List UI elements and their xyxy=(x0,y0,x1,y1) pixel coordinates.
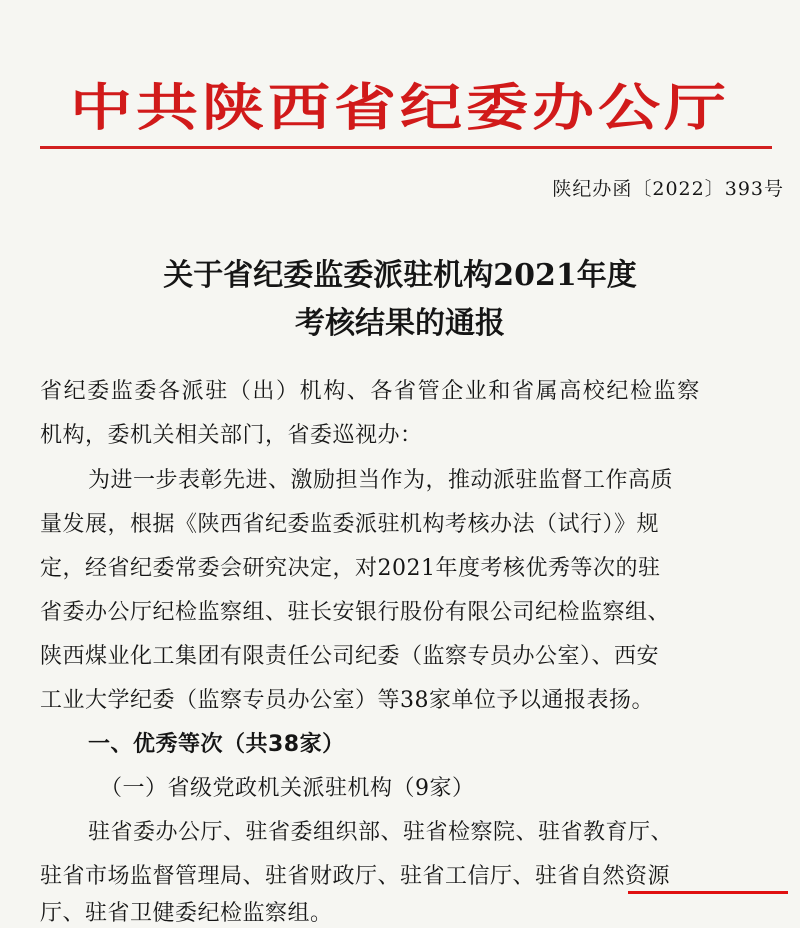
red-underline-mark xyxy=(628,891,788,894)
body-paragraph-line-3: 定，经省纪委常委会研究决定，对2021年度考核优秀等次的驻 xyxy=(40,556,661,581)
document-title-line-1: 关于省纪委监委派驻机构2021年度 xyxy=(163,258,637,293)
unit-list-line-3-text: 、驻省卫健委纪检监察组。 xyxy=(62,901,333,926)
section-heading: 一、优秀等次（共38家） xyxy=(88,732,345,757)
issuing-organization-title: 中共陕西省纪委办公厅 xyxy=(69,77,730,138)
highlighted-unit-natural-resources-end: 厅 xyxy=(40,901,63,926)
header-red-rule xyxy=(40,146,772,149)
body-paragraph-line-6: 工业大学纪委（监察专员办公室）等38家单位予以通报表扬。 xyxy=(40,688,654,713)
body-paragraph-line-1: 为进一步表彰先进、激励担当作为，推动派驻监督工作高质 xyxy=(88,468,674,493)
document-number: 陕纪办函〔2022〕393号 xyxy=(552,178,784,200)
document-title-line-2: 考核结果的通报 xyxy=(295,306,505,341)
unit-list-line-3 xyxy=(40,900,333,928)
highlighted-unit-natural-resources: 驻省自然资源 xyxy=(535,864,671,889)
body-paragraph-line-5: 陕西煤业化工集团有限责任公司纪委（监察专员办公室）、西安 xyxy=(40,644,660,669)
section-subheading: （一）省级党政机关派驻机构（9家） xyxy=(100,776,475,801)
recipients-line-1: 省纪委监委各派驻（出）机构、各省管企业和省属高校纪检监察 xyxy=(40,379,701,404)
recipients-line-2: 机构，委机关相关部门，省委巡视办： xyxy=(40,423,423,448)
body-paragraph-line-2: 量发展，根据《陕西省纪委监委派驻机构考核办法（试行）》规 xyxy=(40,512,660,537)
unit-list-line-2-text: 驻省市场监督管理局、驻省财政厅、驻省工信厅、 xyxy=(40,864,536,889)
body-paragraph-line-4: 省委办公厅纪检监察组、驻长安银行股份有限公司纪检监察组、 xyxy=(40,600,671,625)
unit-list-line-1: 驻省委办公厅、驻省委组织部、驻省检察院、驻省教育厅、 xyxy=(88,820,674,845)
unit-list-line-2 xyxy=(40,863,670,891)
